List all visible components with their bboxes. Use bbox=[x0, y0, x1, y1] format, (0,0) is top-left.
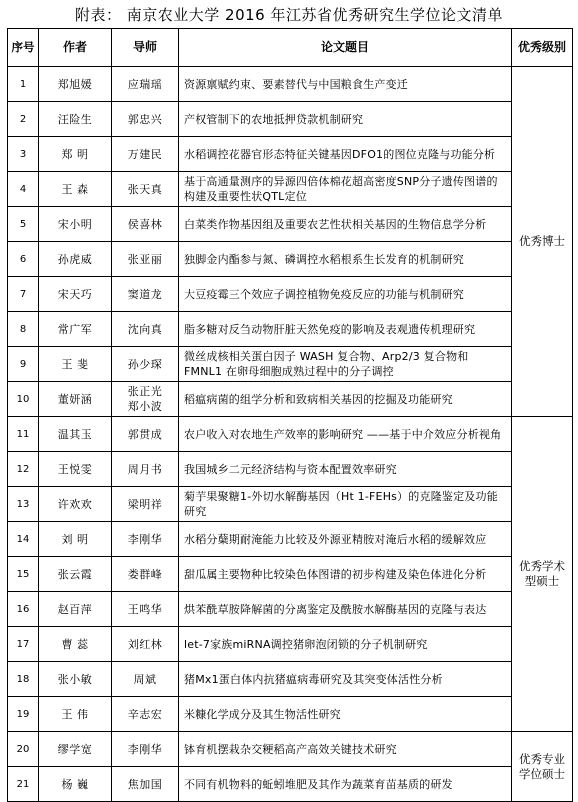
table-row bbox=[8, 207, 573, 242]
row-thesis: 猪Mx1蛋白体内抗猪瘟病毒研究及其突变体活性分析 bbox=[179, 662, 512, 697]
table-row bbox=[8, 627, 573, 662]
row-advisor: 侯喜林 bbox=[112, 207, 179, 242]
row-no: 14 bbox=[8, 522, 39, 557]
table-header-row bbox=[8, 29, 573, 67]
page-title: 附表： 南京农业大学 2016 年江苏省优秀研究生学位论文清单 bbox=[75, 6, 503, 24]
row-no: 21 bbox=[8, 767, 39, 802]
row-thesis: 甜瓜属主要物种比较染色体图谱的初步构建及染色体进化分析 bbox=[179, 557, 512, 592]
row-author: 孙虎威 bbox=[39, 242, 112, 277]
row-advisor: 刘红林 bbox=[112, 627, 179, 662]
row-advisor: 张正光 郑小波 bbox=[112, 382, 179, 417]
header-thesis: 论文题目 bbox=[179, 29, 512, 67]
table-row bbox=[8, 382, 573, 417]
row-advisor: 李刚华 bbox=[112, 732, 179, 767]
row-author: 王 伟 bbox=[39, 697, 112, 732]
row-thesis: 独脚金内酯参与氮、磷调控水稻根系生长发育的机制研究 bbox=[179, 242, 512, 277]
row-no: 20 bbox=[8, 732, 39, 767]
thesis-table bbox=[7, 28, 573, 802]
level-professional-master: 优秀专业 学位硕士 bbox=[512, 732, 573, 802]
row-author: 许欢欢 bbox=[39, 487, 112, 522]
row-author: 张小敏 bbox=[39, 662, 112, 697]
row-no: 11 bbox=[8, 417, 39, 452]
row-thesis: let-7家族miRNA调控猪卵泡闭锁的分子机制研究 bbox=[179, 627, 512, 662]
row-thesis: 钵育机摆栽杂交粳稻高产高效关键技术研究 bbox=[179, 732, 512, 767]
table-row bbox=[8, 522, 573, 557]
row-author: 张云霞 bbox=[39, 557, 112, 592]
table-row bbox=[8, 662, 573, 697]
row-no: 19 bbox=[8, 697, 39, 732]
row-no: 10 bbox=[8, 382, 39, 417]
row-no: 17 bbox=[8, 627, 39, 662]
row-author: 赵百萍 bbox=[39, 592, 112, 627]
row-no: 15 bbox=[8, 557, 39, 592]
row-author: 王悦雯 bbox=[39, 452, 112, 487]
row-author: 温其玉 bbox=[39, 417, 112, 452]
row-author: 董妍涵 bbox=[39, 382, 112, 417]
table-row bbox=[8, 172, 573, 207]
row-author: 常广军 bbox=[39, 312, 112, 347]
row-advisor: 辛志宏 bbox=[112, 697, 179, 732]
row-advisor: 李刚华 bbox=[112, 522, 179, 557]
row-author: 刘 明 bbox=[39, 522, 112, 557]
row-advisor: 娄群峰 bbox=[112, 557, 179, 592]
row-advisor: 郭忠兴 bbox=[112, 102, 179, 137]
table-row bbox=[8, 312, 573, 347]
row-advisor: 周月书 bbox=[112, 452, 179, 487]
row-thesis: 我国城乡二元经济结构与资本配置效率研究 bbox=[179, 452, 512, 487]
row-advisor: 窦道龙 bbox=[112, 277, 179, 312]
header-advisor: 导师 bbox=[112, 29, 179, 67]
row-thesis: 基于高通量测序的异源四倍体棉花超高密度SNP分子遗传图谱的构建及重要性状QTL定位 bbox=[179, 172, 512, 207]
row-advisor: 焦加国 bbox=[112, 767, 179, 802]
level-academic-master: 优秀学术 型硕士 bbox=[512, 417, 573, 732]
row-author: 缪学宽 bbox=[39, 732, 112, 767]
row-no: 1 bbox=[8, 67, 39, 102]
row-advisor: 沈向真 bbox=[112, 312, 179, 347]
table-row bbox=[8, 417, 573, 452]
level-doctor: 优秀博士 bbox=[512, 67, 573, 417]
row-no: 13 bbox=[8, 487, 39, 522]
table-row bbox=[8, 767, 573, 802]
row-thesis: 微丝成核相关蛋白因子 WASH 复合物、Arp2/3 复合物和 FMNL1 在卵母细胞成熟过程中的分子调控 bbox=[179, 347, 512, 382]
table-row bbox=[8, 67, 573, 102]
row-advisor: 王鸣华 bbox=[112, 592, 179, 627]
row-thesis: 白菜类作物基因组及重要农艺性状相关基因的生物信息学分析 bbox=[179, 207, 512, 242]
row-advisor: 梁明祥 bbox=[112, 487, 179, 522]
table-row bbox=[8, 137, 573, 172]
table-row bbox=[8, 732, 573, 767]
table-row bbox=[8, 347, 573, 382]
row-no: 8 bbox=[8, 312, 39, 347]
table-row bbox=[8, 592, 573, 627]
row-advisor: 张天真 bbox=[112, 172, 179, 207]
header-no: 序号 bbox=[8, 29, 39, 67]
row-no: 18 bbox=[8, 662, 39, 697]
row-no: 12 bbox=[8, 452, 39, 487]
row-advisor: 郭贯成 bbox=[112, 417, 179, 452]
row-advisor: 孙少琛 bbox=[112, 347, 179, 382]
row-author: 王 斐 bbox=[39, 347, 112, 382]
row-no: 9 bbox=[8, 347, 39, 382]
row-no: 2 bbox=[8, 102, 39, 137]
row-no: 6 bbox=[8, 242, 39, 277]
row-advisor: 张亚丽 bbox=[112, 242, 179, 277]
row-no: 16 bbox=[8, 592, 39, 627]
row-no: 3 bbox=[8, 137, 39, 172]
row-author: 郑 明 bbox=[39, 137, 112, 172]
row-thesis: 水稻调控花器官形态特征关键基因DFO1的图位克隆与功能分析 bbox=[179, 137, 512, 172]
header-level: 优秀级别 bbox=[512, 29, 573, 67]
row-thesis: 资源禀赋约束、要素替代与中国粮食生产变迁 bbox=[179, 67, 512, 102]
row-thesis: 水稻分蘖期耐淹能力比较及外源亚精胺对淹后水稻的缓解效应 bbox=[179, 522, 512, 557]
table-row bbox=[8, 277, 573, 312]
row-thesis: 菊芋果聚糖1-外切水解酶基因（Ht 1-FEHs）的克隆鉴定及功能研究 bbox=[179, 487, 512, 522]
row-thesis: 脂多糖对反刍动物肝脏天然免疫的影响及表观遗传机理研究 bbox=[179, 312, 512, 347]
table-row bbox=[8, 487, 573, 522]
row-no: 4 bbox=[8, 172, 39, 207]
row-no: 7 bbox=[8, 277, 39, 312]
row-author: 宋天巧 bbox=[39, 277, 112, 312]
row-thesis: 大豆疫霉三个效应子调控植物免疫反应的功能与机制研究 bbox=[179, 277, 512, 312]
row-author: 汪险生 bbox=[39, 102, 112, 137]
row-author: 曹 蕊 bbox=[39, 627, 112, 662]
row-author: 宋小明 bbox=[39, 207, 112, 242]
row-author: 王 森 bbox=[39, 172, 112, 207]
table-row bbox=[8, 697, 573, 732]
row-thesis: 不同有机物料的蚯蚓堆肥及其作为蔬菜育苗基质的研发 bbox=[179, 767, 512, 802]
row-author: 郑旭媛 bbox=[39, 67, 112, 102]
table-row bbox=[8, 452, 573, 487]
row-thesis: 农户收入对农地生产效率的影响研究 ——基于中介效应分析视角 bbox=[179, 417, 512, 452]
row-thesis: 稻瘟病菌的组学分析和致病相关基因的挖掘及功能研究 bbox=[179, 382, 512, 417]
row-advisor: 周斌 bbox=[112, 662, 179, 697]
row-thesis: 产权管制下的农地抵押贷款机制研究 bbox=[179, 102, 512, 137]
header-author: 作者 bbox=[39, 29, 112, 67]
table-row bbox=[8, 557, 573, 592]
row-thesis: 烘苯酰草胺降解菌的分离鉴定及酰胺水解酶基因的克隆与表达 bbox=[179, 592, 512, 627]
row-no: 5 bbox=[8, 207, 39, 242]
row-author: 杨 巍 bbox=[39, 767, 112, 802]
table-row bbox=[8, 102, 573, 137]
row-advisor: 万建民 bbox=[112, 137, 179, 172]
row-thesis: 米糠化学成分及其生物活性研究 bbox=[179, 697, 512, 732]
row-advisor: 应瑞瑶 bbox=[112, 67, 179, 102]
table-body bbox=[8, 67, 573, 802]
table-row bbox=[8, 242, 573, 277]
